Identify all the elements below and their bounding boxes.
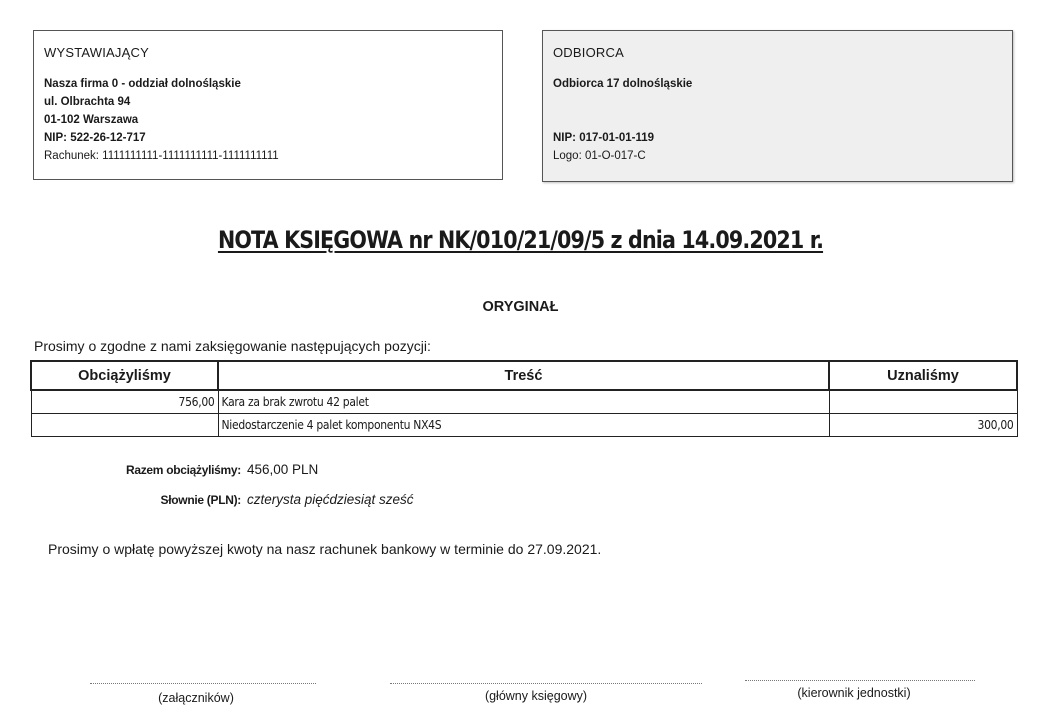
words-value: czterysta pięćdziesiąt sześć [247, 492, 414, 507]
row-description: Niedostarczenie 4 palet komponentu NX4S [218, 414, 829, 437]
total-value: 456,00 PLN [247, 462, 319, 477]
buyer-title: ODBIORCA [553, 45, 624, 60]
seller-nip: NIP: 522-26-12-717 [44, 132, 146, 144]
buyer-logo: Logo: 01-O-017-C [553, 150, 646, 162]
document-title: NOTA KSIĘGOWA nr NK/010/21/09/5 z dnia 14.09.2021 r. [217, 226, 824, 254]
signature-line-accountant [390, 683, 702, 684]
seller-account: Rachunek: 1111111111-1111111111-1111111111 [44, 150, 279, 162]
seller-street: ul. Olbrachta 94 [44, 96, 131, 108]
table-header-row [31, 361, 1017, 390]
signature-line-manager [745, 680, 975, 681]
seller-title: WYSTAWIAJĄCY [44, 45, 149, 60]
items-table [30, 360, 1018, 437]
table-row [31, 414, 1017, 437]
row-credit: 300,00 [829, 414, 1017, 437]
row-credit [829, 390, 1017, 414]
buyer-spacer [553, 93, 1002, 129]
intro-text: Prosimy o zgodne z nami zaksięgowanie następujących pozycji: [34, 338, 431, 354]
signature-line-attachments [90, 683, 316, 684]
row-debit: 756,00 [31, 390, 218, 414]
buyer-box [542, 30, 1013, 182]
row-debit [31, 414, 218, 437]
signature-manager-label: (kierownik jednostki) [797, 686, 911, 700]
table-row [31, 390, 1017, 414]
buyer-nip: NIP: 017-01-01-119 [553, 132, 655, 144]
row-description: Kara za brak zwrotu 42 palet [218, 390, 829, 414]
signature-accountant-label: (główny księgowy) [484, 689, 588, 703]
seller-city: 01-102 Warszawa [44, 114, 139, 126]
buyer-name: Odbiorca 17 dolnośląskie [553, 78, 693, 90]
header-debit: Obciążyliśmy [31, 361, 218, 390]
copy-type: ORYGINAŁ [482, 299, 559, 315]
seller-box [33, 30, 503, 180]
header-description: Treść [218, 361, 829, 390]
signature-attachments-label: (załączników) [158, 691, 234, 705]
seller-name: Nasza firma 0 - oddział dolnośląskie [44, 78, 241, 90]
header-credit: Uznaliśmy [829, 361, 1017, 390]
payment-note: Prosimy o wpłatę powyższej kwoty na nasz rachunek bankowy w terminie do 27.09.2021. [48, 541, 602, 557]
total-label: Razem obciążyliśmy: [125, 463, 241, 477]
words-label: Słownie (PLN): [160, 493, 241, 507]
